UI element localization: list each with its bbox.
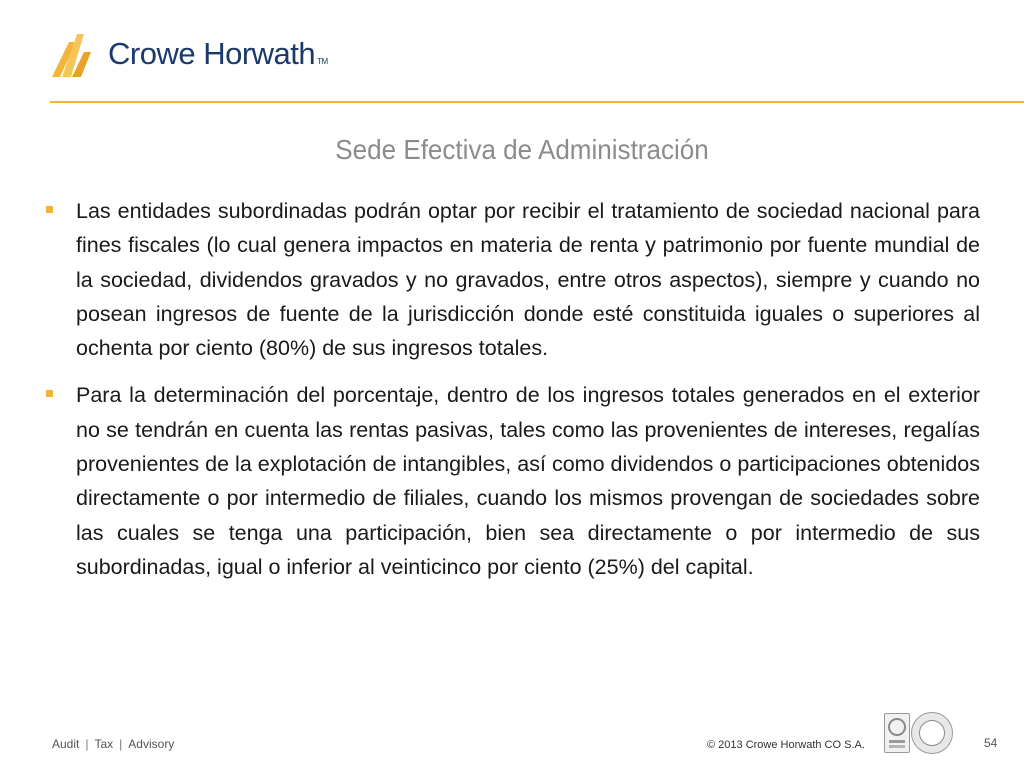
- bullet-list: [44, 194, 980, 597]
- bullet-text: Para la determinación del porcentaje, dentro de los ingresos totales generados en el exterior no se tendrán en cuenta las rentas pasivas, tales como las provenientes de intereses, regalías provenientes de la explotación de intangibles, así como dividendos o participaciones obtenidos directamente o por intermedio de filiales, cuando los mismos provengan de sociedades sobre las cuales se tenga una participación, bien sea directamente o por intermedio de sus subordinadas, igual o inferior al veinticinco por ciento (25%) del capital.: [76, 383, 980, 579]
- square-bullet-icon: [46, 206, 53, 213]
- footer-service-tax: Tax: [94, 737, 114, 751]
- iqnet-certification-badge-icon: [911, 712, 953, 754]
- bullet-item: [44, 194, 980, 365]
- brand-name: [108, 36, 328, 72]
- brand-text: Crowe Horwath: [108, 36, 316, 71]
- page-number: 54: [984, 736, 998, 750]
- footer-separator: |: [85, 737, 89, 751]
- square-bullet-icon: [46, 390, 53, 397]
- iso-certification-badge-icon: [884, 713, 910, 753]
- bullet-text: Las entidades subordinadas podrán optar por recibir el tratamiento de sociedad nacional para fines fiscales (lo cual genera impactos en materia de renta y patrimonio por fuente mundial de la sociedad, dividendos gravados y no gravados, entre otros aspectos), siempre y cuando no posean ingresos de fuente de la jurisdicción donde esté constituida iguales o superiores al ochenta por ciento (80%) de sus ingresos totales.: [76, 199, 980, 361]
- bullet-item: [44, 378, 980, 584]
- crowe-horwath-logo: [50, 30, 328, 80]
- crowe-horwath-logo-icon: [50, 30, 104, 80]
- footer-service-audit: Audit: [52, 737, 80, 751]
- footer-separator: |: [119, 737, 123, 751]
- footer-services: [52, 737, 174, 751]
- header-divider: [50, 101, 1024, 103]
- slide-title: Sede Efectiva de Administración: [335, 134, 709, 165]
- copyright-notice: © 2013 Crowe Horwath CO S.A.: [707, 739, 865, 751]
- trademark-mark: TM: [317, 57, 328, 66]
- footer-service-advisory: Advisory: [128, 737, 175, 751]
- iqnet-badge-center: [919, 720, 945, 746]
